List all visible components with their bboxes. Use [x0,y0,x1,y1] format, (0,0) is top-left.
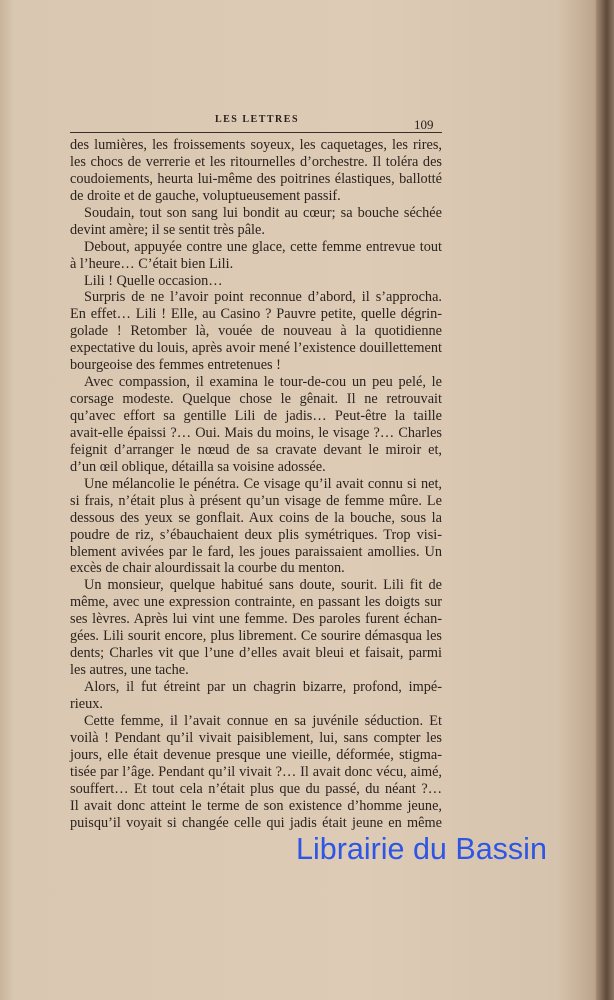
text-line: corsage modeste. Quelque chose le gênait. Il ne retrouvait [70,391,442,408]
text-line: les chocs de verrerie et les ritournelles d’orchestre. Il toléra des [70,153,442,170]
running-title: LES LETTRES [214,114,300,125]
text-line: tisée par l’âge. Pendant qu’il vivait ?… Il avait donc vécu, aimé, [70,763,442,780]
text-line: à l’heure… C’était bien Lili. [70,255,234,272]
text-line: blement avivées par le fard, les joues paraissaient amollies. Un [70,543,442,560]
paragraph [70,239,442,273]
text-line: Alors, il fut étreint par un chagrin bizarre, profond, impé- [84,679,442,695]
text-line: excès de chair alourdissait la courbe du menton. [70,560,345,577]
text-line: avait-elle épaissi ?… Oui. Mais du moins, le visage ?… Charles [70,424,442,441]
paragraph [70,205,442,239]
header-rule [70,132,442,133]
watermark: Librairie du Bassin [296,832,547,866]
text-line: même, avec une expression contrainte, en passant les doigts sur [70,594,442,611]
paragraph [70,679,442,713]
text-line: souffert… Et tout cela n’était plus que du passé, du néant ?… [70,780,442,797]
text-line: devint amère; il se sentit très pâle. [70,221,265,238]
page-body-text [70,137,442,831]
text-line: Il avait donc atteint le terme de son existence d’homme jeune, [70,797,442,814]
text-line: ses lèvres. Après lui vint une femme. Des paroles furent échan- [70,611,442,628]
paragraph [70,577,442,679]
text-line: des lumières, les froissements soyeux, les caquetages, les rires, [70,137,442,153]
text-line: Une mélancolie le pénétra. Ce visage qu’il avait connu si net, [84,475,442,492]
text-line: qu’avec effort sa gentille Lili de jadis… Peut-être la taille [70,408,442,424]
text-line: feignit d’arranger le nœud de sa cravate devant le miroir et, [70,441,442,458]
text-line: dents; Charles vit que l’une d’elles avait bleui et faisait, parmi [70,645,442,662]
paragraph [70,713,442,832]
text-line: En effet… Lili ! Elle, au Casino ? Pauvre petite, quelle dégrin- [70,306,442,323]
text-line: jours, elle était devenue presque une vieille, déformée, stigma- [70,746,442,763]
page-edge [596,0,614,1000]
text-line: Un monsieur, quelque habitué sans doute, sourit. Lili fit de [84,577,442,594]
text-line: rieux. [70,695,103,712]
text-line: voilà ! Pendant qu’il vivait paisiblement, lui, sans compter les [70,729,442,746]
text-line: si frais, n’était plus à présent qu’un visage de femme mûre. Le [70,492,442,509]
text-line: gées. Lili sourit encore, plus librement. Ce sourire démasqua les [70,628,442,645]
text-line: poudre de riz, s’ébauchaient deux plis symétriques. Trop visi- [70,526,442,543]
paragraph [70,137,442,205]
text-line: puisqu’il voyait si changée celle qui jadis était jeune en même [70,814,442,831]
paragraph [70,273,442,290]
text-line: golade ! Retomber là, vouée de nouveau à la quotidienne [70,323,442,340]
text-line: Cette femme, il l’avait connue en sa juvénile séduction. Et [84,712,442,729]
text-line: Surpris de ne l’avoir point reconnue d’abord, il s’approcha. [84,289,442,306]
text-line: de droite et de gauche, voluptueusement passif. [70,187,341,204]
page-number: 109 [414,117,434,132]
text-line: Lili ! Quelle occasion… [84,272,223,289]
paragraph [70,374,442,476]
text-line: Soudain, tout son sang lui bondit au cœur; sa bouche séchée [84,204,442,221]
text-line: les autres, une tache. [70,662,189,679]
text-line: coudoiements, heurta lui-même des poitrines élastiques, ballotté [70,170,442,187]
text-line: bourgeoise des femmes entretenues ! [70,357,281,374]
text-line: Avec compassion, il examina le tour-de-cou un peu pelé, le [84,374,442,391]
text-line: d’un œil oblique, détailla sa voisine adossée. [70,458,326,475]
paragraph [70,289,442,374]
text-line: expectative du louis, après avoir mené l’existence douillettement [70,340,442,357]
text-line: dessous des yeux se gonflait. Aux coins de la bouche, sous la [70,509,442,526]
paragraph [70,476,442,578]
text-line: Debout, appuyée contre une glace, cette femme entrevue tout [84,238,442,255]
